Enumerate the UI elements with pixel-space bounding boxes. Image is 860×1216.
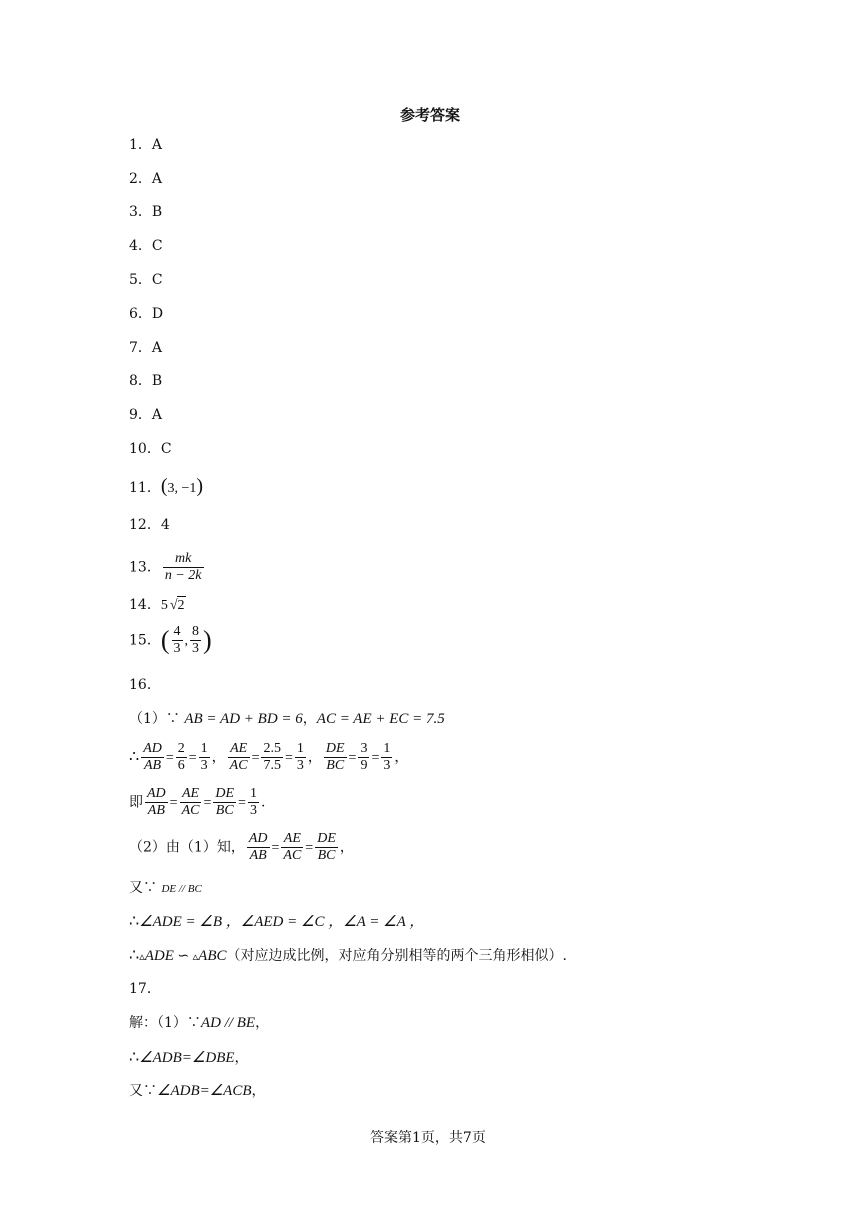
triangle-icon: ▵ [139,951,145,963]
fraction-denominator: AB [147,803,165,818]
also-because-label: 又∵ [129,1083,157,1099]
fraction-1-3 [381,741,392,774]
fraction-3-9 [358,741,369,774]
answer-1: 1．A [129,137,163,153]
answer-2: 2．A [129,171,163,187]
answer-14-radicand: 2 [177,598,185,613]
fraction-numerator: AD [248,831,268,846]
fraction-numerator: 1 [200,741,208,756]
similar-icon: ∽ [173,949,193,964]
q17-line1: 解：（1）∵AD // BE， [129,1015,270,1031]
fraction-de-bc [315,831,338,864]
q16-part2-line: （2）由（1）知， $\frac{AD}{AB}$ = $\frac{AE}{AC}$ = $\frac{DE}{BC}$ ， [129,831,354,863]
answer-11-number: 11． [129,480,161,496]
fraction-numerator: 1 [383,741,391,756]
left-paren-icon: ( [160,625,170,655]
part2-lead: （2）由（1）知， [129,839,245,856]
page-title: 参考答案 [400,106,461,124]
fraction-numerator: mk [163,551,204,568]
fraction-denominator: AC [229,758,248,773]
fraction-denominator: AC [181,803,200,818]
fraction-denominator: 3 [249,803,257,818]
answer-6: 6．D [129,306,164,322]
fraction-numerator: AD [143,741,162,756]
fraction-denominator: 3 [200,758,208,773]
solution-lead: 解：（1）∵ [129,1015,201,1031]
question-17-number: 17． [129,981,161,997]
fraction-denominator: 3 [296,758,304,773]
fraction-1-3 [248,786,259,819]
answer-7: 7．A [129,340,163,356]
fraction-numerator: AD [147,786,166,801]
angle-equalities: ∠ADE = ∠B ，∠AED = ∠C ，∠A = ∠A ， [139,914,425,930]
fraction-denominator: 6 [177,758,185,773]
answer-14-number: 14． [129,597,161,613]
fraction-de-bc [213,786,236,819]
therefore-icon: ∴ [129,746,140,766]
fraction-numerator: 1 [249,786,257,801]
separator: ， [302,711,317,727]
fraction-ae-ac [180,786,202,819]
answer-9: 9．A [129,407,163,423]
fraction-ad-ab [247,831,270,864]
answer-15: 15．( $\frac{4}{3}$ , $\frac{8}{3}$ ) [129,624,212,656]
fraction-denominator: 9 [360,758,368,773]
fraction-25-75 [261,741,283,774]
fraction-numerator: AE [281,831,303,848]
answer-3: 3．B [129,204,163,220]
answer-14-coefficient: 5 [160,598,168,613]
fraction-denominator: AB [143,758,162,773]
q17-line3: 又∵∠ADB=∠ACB， [129,1083,266,1099]
q16-part1-line1 [129,710,445,728]
answer-11: 11．(3, −1) [129,475,204,497]
q17-line2: ∴∠ADB=∠DBE， [129,1047,249,1066]
fraction-denominator: 3 [173,641,181,656]
similarity-reason: （对应边成比例，对应角分别相等的两个三角形相似）. [226,948,567,964]
fraction-denominator: BC [317,848,336,863]
fraction-ad-ab [145,786,168,819]
answer-10: 10．C [129,441,172,457]
therefore-icon: ∴ [129,1047,140,1066]
fraction-numerator: AE [180,786,202,803]
sqrt-icon: √ [169,598,178,613]
fraction-numerator: 2.5 [263,741,281,756]
angle-equality: ∠ADB=∠ACB [157,1083,252,1099]
namely-label: 即 [129,794,143,811]
fraction-numerator: 2 [177,741,185,756]
q16-angles-line [129,912,424,931]
answer-13-fraction [163,551,204,584]
fraction-denominator: 3 [192,641,199,656]
answer-15-fraction-2 [190,624,201,657]
fraction-numerator: DE [215,786,235,801]
answer-4: 4．C [129,238,163,254]
fraction-denominator: AC [283,848,302,863]
fraction-denominator: BC [215,803,234,818]
fraction-denominator: n − 2k [164,568,202,583]
fraction-1-3 [199,741,210,774]
fraction-numerator: AE [228,741,250,758]
parallel-statement: DE // BC [161,883,202,895]
parallel-statement: AD // BE [200,1015,256,1031]
because-label: （1）∵ [129,711,185,727]
fraction-ae-ac [281,831,303,864]
q16-ratios-line: ∴ $\frac{AD}{AB}$ = $\frac{2}{6}$ = $\frac{1}{3}$ ， $\frac{AE}{AC}$ = $\frac{2.5}{7.5}$ = $\frac{1}{3}$ ， $\frac{DE}{BC}$ = $\frac{3}{9}$ = $\frac{1}{3}$ ， [129,741,409,773]
answer-13 [129,551,206,584]
therefore-icon: ∴ [129,945,140,964]
fraction-de-bc [324,741,347,774]
therefore-icon: ∴ [129,911,140,930]
right-paren-icon: ) [203,625,212,655]
also-because-label: 又∵ [129,880,162,896]
fraction-denominator: BC [326,758,345,773]
answer-15-fraction-1 [172,624,183,657]
fraction-2-6 [176,741,187,774]
answer-11-value: 3, −1 [167,481,197,496]
fraction-numerator: 8 [192,624,199,639]
fraction-denominator: 7.5 [263,758,281,773]
triangle-ade: ADE [144,948,174,964]
answer-5: 5．C [129,272,163,288]
answer-8: 8．B [129,373,163,389]
answer-13-number: 13． [129,559,161,576]
equation-ab: AB = AD + BD = 6 [184,711,303,727]
q16-parallel-line [129,879,202,898]
fraction-1-3 [295,741,306,774]
answer-12: 12．4 [129,517,170,533]
fraction-numerator: DE [317,831,336,846]
fraction-numerator: 3 [360,741,368,756]
triangle-icon: ▵ [192,951,199,963]
answer-15-number: 15． [129,632,161,649]
answer-14 [129,596,186,615]
fraction-numerator: DE [325,741,345,756]
question-16-number: 16． [129,677,161,693]
fraction-ae-ac [228,741,250,774]
fraction-denominator: AB [249,848,267,863]
page-footer: 答案第1页，共7页 [370,1130,486,1146]
fraction-numerator: 4 [173,624,181,639]
angle-equality: ∠ADB=∠DBE [139,1050,235,1066]
equation-ac: AC = AE + EC = 7.5 [316,711,445,727]
q16-similarity-line [129,946,567,966]
fraction-ad-ab [141,741,164,774]
triangle-abc: ABC [198,948,227,964]
q16-equal-ratios-line: 即 $\frac{AD}{AB}$ = $\frac{AE}{AC}$ = $\frac{DE}{BC}$ = $\frac{1}{3}$ . [129,786,266,818]
fraction-denominator: 3 [383,758,391,773]
fraction-numerator: 1 [296,741,304,756]
